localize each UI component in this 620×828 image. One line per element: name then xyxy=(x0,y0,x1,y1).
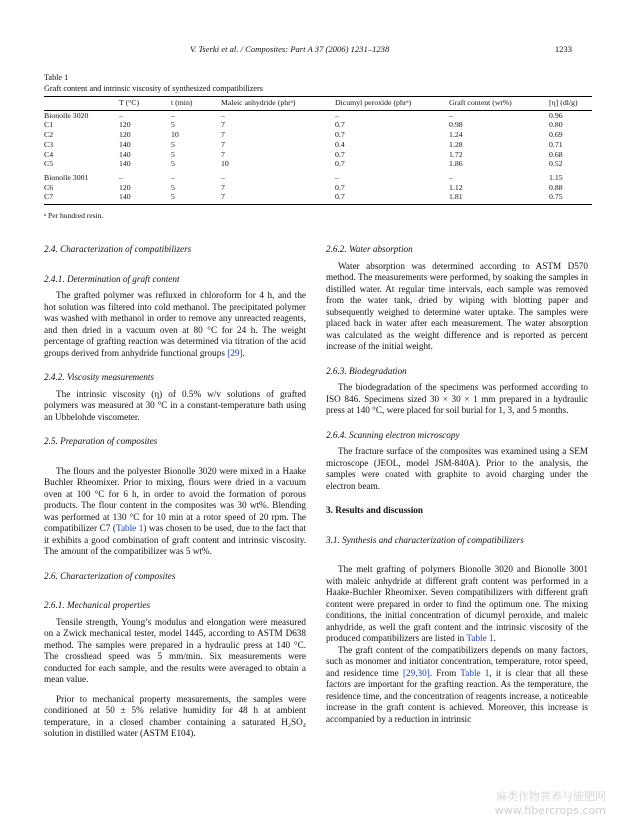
table-label: Table 1 xyxy=(44,73,69,82)
table-cell: 0.80 xyxy=(549,120,563,130)
table-cell: C7 xyxy=(44,192,54,202)
subsection-heading: 2.4.1. Determination of graft content xyxy=(44,273,180,284)
paragraph: The graft content of the compatibilizers depends on many factors, such as monomer and initiator concentration, temperature, rotor speed, and residence time [29,30]. From Table 1, it is clear that all these factors are important for the grafting reaction. As the temperature, the residence time, and the concentration of reagents increase, a noticeable increase in the graft content is achieved. Moreover, this increase is accompanied by a reduction in intrinsic xyxy=(326,644,589,724)
left-column xyxy=(44,244,306,740)
table-row xyxy=(44,130,592,140)
table-cell: – xyxy=(221,172,225,182)
journal-citation: V. Tserki et al. / Composites: Part A 37 (2006) 1231–1238 xyxy=(190,44,390,54)
table-cell: 0.71 xyxy=(549,139,563,149)
table-cell: Bionolle 3001 xyxy=(44,172,89,182)
table-row xyxy=(44,110,592,120)
table-cell: 140 xyxy=(119,149,131,159)
table-cell: – xyxy=(335,172,339,182)
table-cell: 0.7 xyxy=(335,192,345,202)
table-cell: 1.28 xyxy=(449,139,463,149)
section-heading: 3. Results and discussion xyxy=(326,505,424,515)
table-cell: 1.72 xyxy=(449,149,463,159)
paragraph: The biodegradation of the specimens was performed according to ISO 846. Specimens sized 30 × 30 × 1 mm prepared in a hydraulic press at 140 °C, were placed for soil burial for 1, 3, and 5 months. xyxy=(326,382,588,415)
table-cell: – xyxy=(119,110,123,120)
table-cell: 0.7 xyxy=(335,182,345,192)
table-cell: 1.86 xyxy=(449,159,463,169)
table-cell: – xyxy=(449,172,453,182)
table-cell: 0.69 xyxy=(549,130,563,140)
right-column xyxy=(326,244,588,725)
table-caption xyxy=(44,72,263,94)
column-header: Dicumyl peroxide (phrᵃ) xyxy=(335,98,412,107)
table-cell: 0.7 xyxy=(335,120,345,130)
table-cell: 10 xyxy=(171,130,179,140)
column-header: T (°C) xyxy=(119,98,140,107)
table-cell: 7 xyxy=(221,182,225,192)
paragraph: The grafted polymer was refluxed in chloroform for 4 h, and the hot solution was filtered into cold methanol. The precipitated polymer was washed with methanol in order to remove any unreacted reagents, and then dried in a vacuum oven at 80 °C for 24 h. The weight percentage of grafting reaction was determined via titration of the acid groups derived from anhydride functional groups [29]. xyxy=(44,290,306,358)
watermark: 麻类作物营养与施肥网 www.fibercrops.com xyxy=(494,790,606,817)
table-cell: C6 xyxy=(44,182,54,192)
table-row xyxy=(44,159,592,169)
table-cell: – xyxy=(335,110,339,120)
table-cell: 7 xyxy=(221,139,225,149)
table-cell: 1.81 xyxy=(449,192,463,202)
table-link[interactable]: Table 1 xyxy=(460,667,490,678)
table-cell: C3 xyxy=(44,139,54,149)
table-cell: 5 xyxy=(171,182,175,192)
table-cell: C5 xyxy=(44,159,54,169)
subsection-heading: 2.6.4. Scanning electron microscopy xyxy=(326,429,460,440)
paragraph: Prior to mechanical property measurements, the samples were conditioned at 50 ± 5% relative humidity for 48 h at ambient temperature, in a closed chamber containing a saturated H₂SO₄ solution in distilled water (ASTM E104). xyxy=(44,693,306,738)
table-cell: C4 xyxy=(44,149,54,159)
table-cell: 140 xyxy=(119,192,131,202)
table-cell: 120 xyxy=(119,120,131,130)
paragraph: The fracture surface of the composites was examined using a SEM microscope (JEOL, model JSM-840A). Prior to the analysis, the samples were coated with graphite to avoid charging under the electron beam. xyxy=(326,446,588,491)
table-header-row xyxy=(44,97,592,111)
column-header xyxy=(44,97,119,111)
table-cell: 7 xyxy=(221,130,225,140)
section-heading: 2.4. Characterization of compatibilizers xyxy=(44,244,192,254)
table-cell: – xyxy=(171,110,175,120)
table-cell: 5 xyxy=(171,159,175,169)
table-cell: 1.12 xyxy=(449,182,463,192)
paragraph: Water absorption was determined according to ASTM D570 method. The measurements were performed, by soaking the samples in distilled water. At regular time intervals, each sample was removed from the water tank, dried by wiping with blotting paper and subsequently weighed to determine water uptake. The samples were placed back in water after each measurement. The water absorption was calculated as the weight difference and is reported as percent increase of the initial weight. xyxy=(326,260,588,351)
table-cell: 7 xyxy=(221,149,225,159)
table-row xyxy=(44,140,592,150)
table-cell: 0.75 xyxy=(549,192,563,202)
column-header: [η] (dl/g) xyxy=(549,98,578,107)
table-cell: 0.52 xyxy=(549,159,563,169)
table-cell: 5 xyxy=(171,139,175,149)
table-cell: – xyxy=(171,172,175,182)
table-cell: 0.88 xyxy=(549,182,563,192)
table-cell: 10 xyxy=(221,159,229,169)
table-cell: 120 xyxy=(119,182,131,192)
reference-link[interactable]: [29] xyxy=(227,347,243,358)
table-cell: – xyxy=(119,172,123,182)
table-cell: – xyxy=(449,110,453,120)
table-cell: 120 xyxy=(119,130,131,140)
table-cell: 0.4 xyxy=(335,139,345,149)
table-cell: 0.7 xyxy=(335,159,345,169)
table-cell: 1.24 xyxy=(449,130,463,140)
table-cell: Bionolle 3020 xyxy=(44,110,89,120)
column-header: t (min) xyxy=(171,98,193,107)
paragraph: Tensile strength, Young’s modulus and elongation were measured on a Zwick mechanical tester, model 1445, according to ASTM D638 method. The samples were prepared in a hydraulic press at 140 °C. The crosshead speed was 5 mm/min. Six measurements were conducted for each sample, and the results were averaged to obtain a mean value. xyxy=(44,616,306,684)
table-cell: 140 xyxy=(119,139,131,149)
table-cell: 140 xyxy=(119,159,131,169)
table-cell: 0.7 xyxy=(335,149,345,159)
paragraph: The intrinsic viscosity (η) of 0.5% w/v solutions of grafted polymers was measured at 30 °C in a constant-temperature bath using an Ubbelohde viscometer. xyxy=(44,388,306,422)
table-cell: 5 xyxy=(171,149,175,159)
subsection-heading: 2.6.1. Mechanical properties xyxy=(44,600,151,610)
table-footnote: ᵃ Per hundred resin. xyxy=(44,211,104,220)
column-header: Graft content (wt%) xyxy=(449,98,512,107)
table-cell: 0.7 xyxy=(335,130,345,140)
subsection-heading: 2.4.2. Viscosity measurements xyxy=(44,372,154,382)
table-cell: 0.98 xyxy=(449,120,463,130)
table-row xyxy=(44,120,592,130)
page-number: 1233 xyxy=(554,44,572,54)
table-cell: C2 xyxy=(44,130,54,140)
table-cell: 5 xyxy=(171,192,175,202)
column-header: Maleic anhydride (phrᵃ) xyxy=(221,98,296,107)
table-cell: 0.96 xyxy=(549,110,563,120)
table-row xyxy=(44,150,592,160)
reference-link[interactable]: [29,30] xyxy=(402,667,430,678)
table-cell: – xyxy=(221,110,225,120)
table-cell: 7 xyxy=(221,120,225,130)
subsection-heading: 3.1. Synthesis and characterization of compatibilizers xyxy=(326,534,524,545)
subsection-heading: 2.6.3. Biodegradation xyxy=(326,365,407,376)
table-row xyxy=(44,192,592,204)
table-cell: 5 xyxy=(171,120,175,130)
section-heading: 2.5. Preparation of composites xyxy=(44,436,158,446)
table-cell: 1.15 xyxy=(549,172,563,182)
paragraph: The flours and the polyester Bionolle 3020 were mixed in a Haake Buchler Rheomixer. Prior to mixing, flours were dried in a vacuum oven at 100 °C for 6 h, in order to avoid the formation of porous products. The flour content in the composites was 30 wt%. Blending was performed at 130 °C for 10 min at a rotor speed of 20 rpm. The compatibilizer C7 (Table 1) was chosen to be used, due to the fact that it exhibits a good combination of graft content and intrinsic viscosity. The amount of the compatibilizer was 5 wt%. xyxy=(44,465,307,556)
table-cell: C1 xyxy=(44,120,54,130)
subsection-heading: 2.6.2. Water absorption xyxy=(326,244,413,254)
section-heading: 2.6. Characterization of composites xyxy=(44,570,176,581)
table-row xyxy=(44,173,592,183)
table-row xyxy=(44,183,592,193)
table-cell: 7 xyxy=(221,192,225,202)
table-title: Graft content and intrinsic viscosity of synthesized compatibilizers xyxy=(44,84,263,93)
table-link[interactable]: Table 1 xyxy=(115,523,144,533)
table-cell: 0.68 xyxy=(549,149,563,159)
paragraph: The melt grafting of polymers Bionolle 3020 and Bionolle 3001 with maleic anhydride at different graft content was performed in a Haake-Buchler Rheomixer. Seven compatibilizers with different graft content were prepared in order to find the optimum one. The mixing conditions, the initial concentration of dicumyl peroxide, and maleic anhydride, as well the graft content and the intrinsic viscosity of the produced compatibilizers are listed in Table 1. xyxy=(326,564,588,643)
table-link[interactable]: Table 1 xyxy=(466,633,494,643)
graft-content-table xyxy=(44,96,592,205)
